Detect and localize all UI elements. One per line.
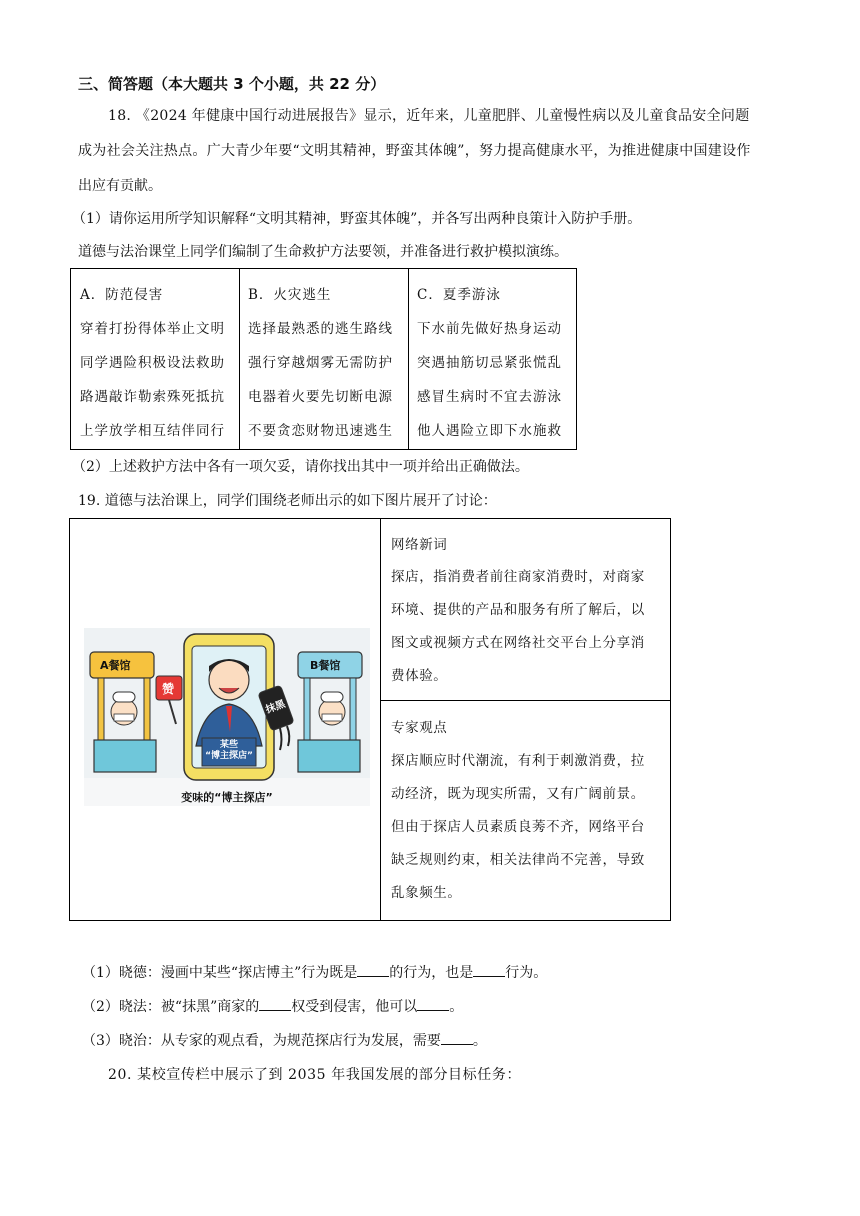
table-cell: 他人遇险立即下水施救 [417, 423, 562, 439]
table-column-c [408, 269, 576, 449]
table-cell: 选择最熟悉的逃生路线 [248, 321, 393, 337]
blogger-box-line-1: 某些 [219, 740, 238, 750]
answer-blank[interactable] [357, 962, 389, 977]
q19-intro: 19. 道德与法治课上，同学们围绕老师出示的如下图片展开了讨论： [78, 493, 497, 509]
table-divider [380, 700, 670, 701]
table-cell: 突遇抽筋切忌紧张慌乱 [417, 355, 562, 371]
table-column-a [71, 269, 240, 449]
restaurant-a-sign: A餐馆 [100, 659, 131, 672]
q18-intro-line-2: 成为社会关注热点。广大青少年要“文明其精神，野蛮其体魄”，努力提高健康水平，为推进健康中国建设作 [78, 143, 751, 159]
answer-blank[interactable] [473, 962, 505, 977]
cartoon-image [84, 628, 370, 806]
box2-title: 专家观点 [391, 720, 448, 736]
q19-subquestion-1: （1）晓德：漫画中某些“探店博主”行为既是 的行为，也是 行为。 [82, 962, 547, 983]
cartoon-illustration [84, 628, 370, 806]
q18-context: 道德与法治课堂上同学们编制了生命救护方法要领，并准备进行救护模拟演练。 [78, 244, 568, 260]
table-cell: 上学放学相互结伴同行 [80, 423, 225, 439]
table-header: A．防范侵害 [80, 287, 164, 303]
box2-line: 但由于探店人员素质良莠不齐，网络平台 [391, 819, 645, 835]
table-header: B．火灾逃生 [248, 287, 332, 303]
section-title: 三、简答题（本大题共 3 个小题，共 22 分） [78, 75, 386, 93]
table-cell: 穿着打扮得体举止文明 [80, 321, 225, 337]
box1-line: 图文或视频方式在网络社交平台上分享消 [391, 635, 645, 651]
box2-line: 乱象频生。 [391, 885, 462, 901]
blogger-box-line-2: “博主探店” [205, 751, 253, 761]
praise-flag: 赞 [162, 682, 175, 696]
box1-line: 环境、提供的产品和服务有所了解后，以 [391, 602, 645, 618]
smear-label: 抹黑 [264, 698, 287, 716]
table-cell: 同学遇险积极设法救助 [80, 355, 225, 371]
q18-intro-line-1: 18. 《2024 年健康中国行动进展报告》显示，近年来，儿童肥胖、儿童慢性病以及儿童食品安全问题 [108, 108, 750, 124]
table-cell: 路遇敲诈勒索殊死抵抗 [80, 389, 225, 405]
box1-line: 费体验。 [391, 668, 448, 684]
q19-subquestion-3: （3）晓治：从专家的观点看，为规范探店行为发展，需要 。 [82, 1030, 487, 1051]
table-column-b [239, 269, 409, 449]
rescue-methods-table [70, 268, 577, 450]
table-cell: 下水前先做好热身运动 [417, 321, 562, 337]
blogger-box [202, 740, 256, 762]
q18-subquestion-2: （2）上述救护方法中各有一项欠妥，请你找出其中一项并给出正确做法。 [72, 459, 529, 475]
q18-subquestion-1: （1）请你运用所学知识解释“文明其精神，野蛮其体魄”，并各写出两种良策计入防护手册。 [72, 211, 642, 227]
cartoon-caption: 变味的“博主探店” [181, 791, 273, 804]
table-divider [380, 519, 381, 920]
table-cell: 感冒生病时不宜去游泳 [417, 389, 562, 405]
q19-subquestion-2: （2）晓法：被“抹黑”商家的 权受到侵害，他可以 。 [82, 996, 463, 1017]
answer-blank[interactable] [441, 1030, 473, 1045]
box2-line: 探店顺应时代潮流，有利于刺激消费，拉 [391, 753, 645, 769]
answer-blank[interactable] [417, 996, 449, 1011]
q20-intro: 20. 某校宣传栏中展示了到 2035 年我国发展的部分目标任务： [108, 1067, 522, 1083]
table-cell: 电器着火要先切断电源 [248, 389, 393, 405]
restaurant-b-sign: B餐馆 [310, 659, 341, 672]
box1-title: 网络新词 [391, 537, 448, 553]
q18-intro-line-3: 出应有贡献。 [78, 178, 162, 194]
answer-blank[interactable] [259, 996, 291, 1011]
table-header: C．夏季游泳 [417, 287, 501, 303]
box2-line: 动经济，既为现实所需，又有广阔前景。 [391, 786, 645, 802]
table-cell: 不要贪恋财物迅速逃生 [248, 423, 393, 439]
table-cell: 强行穿越烟雾无需防护 [248, 355, 393, 371]
box2-line: 缺乏规则约束，相关法律尚不完善，导致 [391, 852, 645, 868]
box1-line: 探店，指消费者前往商家消费时，对商家 [391, 569, 645, 585]
